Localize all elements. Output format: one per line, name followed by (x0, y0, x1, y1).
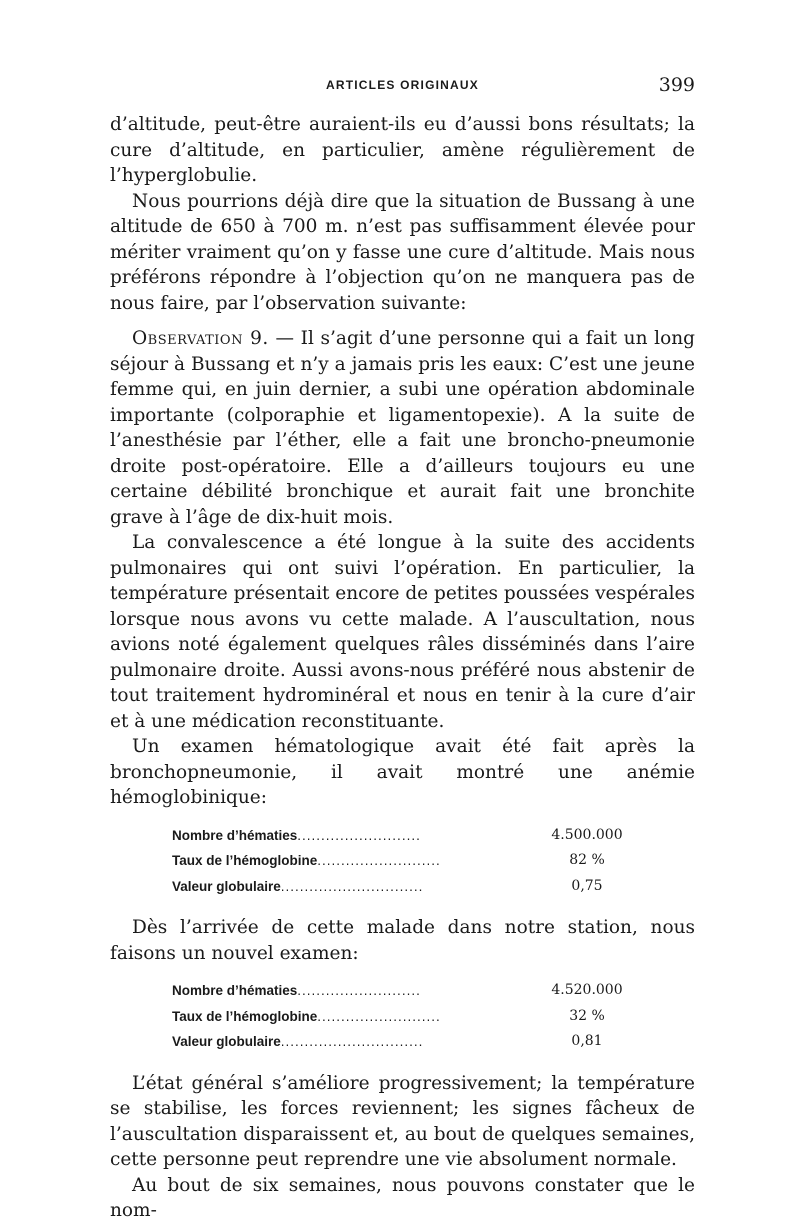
paragraph-convalescence: La convalescence a été longue à la suite des accidents pulmonaires qui ont suivi l’opération. En particulier, la température présentait encore de petites poussées vespérales lorsque nous avons vu cette malade. A l’auscultation, nous avions noté également quelques râles disséminés dans l’aire pulmonaire droite. Aussi avons-nous préféré nous abstenir de tout traitement hydrominéral et nous en tenir à la cure d’air et à une médication reconstituante. (110, 532, 695, 732)
row-label: Nombre d’hématies.......................... (172, 983, 421, 998)
page-number: 399 (658, 74, 695, 96)
paragraph-new-exam-intro: Dès l’arrivée de cette malade dans notre station, nous faisons un nouvel examen: (110, 917, 695, 964)
observation-title: Observation 9. (132, 328, 269, 349)
row-value: 0,81 (571, 1033, 603, 1049)
row-label: Taux de l’hémoglobine.......................... (172, 1008, 441, 1024)
table-row (172, 874, 632, 900)
row-value: 32 % (569, 1007, 605, 1024)
body-text (110, 112, 695, 1224)
table-row (172, 848, 632, 874)
row-label: Valeur globulaire.............................. (172, 878, 424, 894)
running-head: ARTICLES ORIGINAUX (326, 78, 479, 92)
table-row (172, 978, 632, 1004)
row-label: Nombre d’hématies.......................... (172, 827, 421, 843)
paragraph-bussang-altitude: Nous pourrions déjà dire que la situation de Bussang à une altitude de 650 à 700 m. n’est pas suffisamment élevée pour mériter vraiment qu’on y fasse une cure d’altitude. Mais nous préférons répondre à l’objection qu’on ne manquera pas de nous faire, par l’observation suivante: (110, 190, 695, 314)
row-value: 82 % (569, 852, 605, 868)
hematology-table-1 (172, 823, 632, 900)
row-label: Taux de l’hémoglobine.......................... (172, 853, 441, 868)
hematology-table-2 (172, 978, 632, 1055)
table-row (172, 1029, 632, 1055)
row-value: 0,75 (571, 877, 603, 894)
observation-text: — Il s’agit d’une personne qui a fait un long séjour à Bussang et n’y a jamais pris les eaux: C’est une jeune femme qui, en juin dernier, a subi une opération abdominale importante (colporaphie et ligamentopexie). A la suite de l’anesthésie par l’éther, elle a fait une broncho-pneumonie droite post-opératoire. Elle a d’ailleurs toujours eu une certaine débilité bronchique et aurait fait une bronchite grave à l’âge de dix-huit mois. (110, 328, 695, 528)
paragraph-six-weeks: Au bout de six semaines, nous pouvons constater que le nom- (110, 1174, 695, 1221)
page-header (110, 70, 695, 100)
table-row (172, 823, 632, 849)
table-row (172, 1004, 632, 1030)
paragraph-improvement: L’état général s’améliore progressivement; la température se stabilise, les forces reviennent; les signes fâcheux de l’auscultation disparaissent et, au bout de quelques semaines, cette personne peut reprendre une vie absolument normale. (110, 1072, 695, 1170)
row-value: 4.520.000 (551, 982, 623, 998)
row-label: Valeur globulaire.............................. (172, 1034, 424, 1049)
paragraph-observation (110, 326, 695, 530)
paragraph-hematology-intro: Un examen hématologique avait été fait après la bronchopneumonie, il avait montré une anémie hémoglobinique: (110, 736, 695, 808)
paragraph-continuation: d’altitude, peut-être auraient-ils eu d’aussi bons résultats; la cure d’altitude, en particulier, amène régulièrement de l’hyperglobulie. (110, 114, 695, 186)
row-value: 4.500.000 (551, 826, 623, 843)
